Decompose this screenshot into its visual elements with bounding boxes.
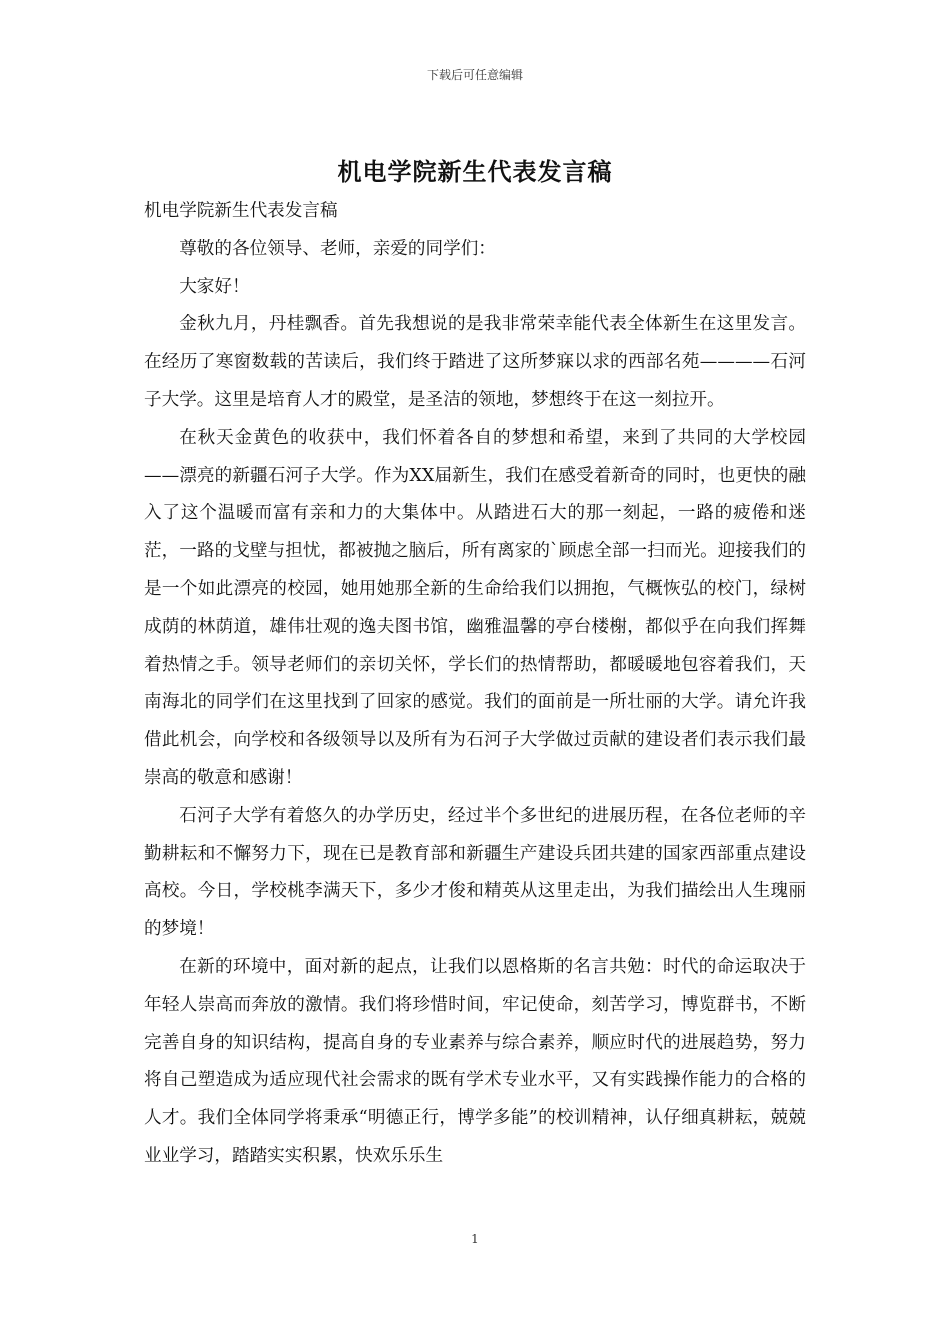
paragraph: 石河子大学有着悠久的办学历史，经过半个多世纪的进展历程，在各位老师的辛勤耕耘和不懈努力下，现在已是教育部和新疆生产建设兵团共建的国家西部重点建设高校。今日，学校桃李满天下，多少才俊和精英从这里走出，为我们描绘出人生瑰丽的梦境！ [144, 805, 806, 940]
paragraph-salutation: 尊敬的各位领导、老师，亲爱的同学们： [179, 238, 496, 259]
document-body [144, 193, 806, 1176]
paragraph-greeting: 大家好！ [179, 276, 250, 297]
document-title: 机电学院新生代表发言稿 [337, 157, 613, 186]
paragraph: 在新的环境中，面对新的起点，让我们以恩格斯的名言共勉：时代的命运取决于年轻人崇高而奔放的激情。我们将珍惜时间，牢记使命，刻苦学习，博览群书，不断完善自身的知识结构，提高自身的专业素养与综合素养，顺应时代的进展趋势，努力将自己塑造成为适应现代社会需求的既有学术专业水平，又有实践操作能力的合格的人才。我们全体同学将秉承“明德正行，博学多能”的校训精神，认仔细真耕耘，兢兢业业学习，踏踏实实积累，快欢乐乐生 [144, 956, 806, 1166]
paragraph: 金秋九月，丹桂飘香。首先我想说的是我非常荣幸能代表全体新生在这里发言。在经历了寒窗数载的苦读后，我们终于踏进了这所梦寐以求的西部名苑————石河子大学。这里是培育人才的殿堂，是圣洁的领地，梦想终于在这一刻拉开。 [144, 314, 806, 410]
paragraph: 在秋天金黄色的收获中，我们怀着各自的梦想和希望，来到了共同的大学校园——漂亮的新疆石河子大学。作为XX届新生，我们在感受着新奇的同时，也更快的融入了这个温暖而富有亲和力的大集体中。从踏进石大的那一刻起，一路的疲倦和迷茫，一路的戈壁与担忧，都被抛之脑后，所有离家的`顾虑全部一扫而光。迎接我们的是一个如此漂亮的校园，她用她那全新的生命给我们以拥抱，气概恢弘的校门，绿树成荫的林荫道，雄伟壮观的逸夫图书馆，幽雅温馨的亭台楼榭，都似乎在向我们挥舞着热情之手。领导老师们的亲切关怀，学长们的热情帮助，都暖暖地包容着我们，天南海北的同学们在这里找到了回家的感觉。我们的面前是一所壮丽的大学。请允许我借此机会，向学校和各级领导以及所有为石河子大学做过贡献的建设者们表示我们最崇高的敬意和感谢！ [144, 427, 806, 788]
paragraph-subtitle: 机电学院新生代表发言稿 [144, 201, 338, 221]
page-number: 1 [471, 1232, 479, 1246]
header-note: 下载后可任意编辑 [426, 68, 523, 82]
